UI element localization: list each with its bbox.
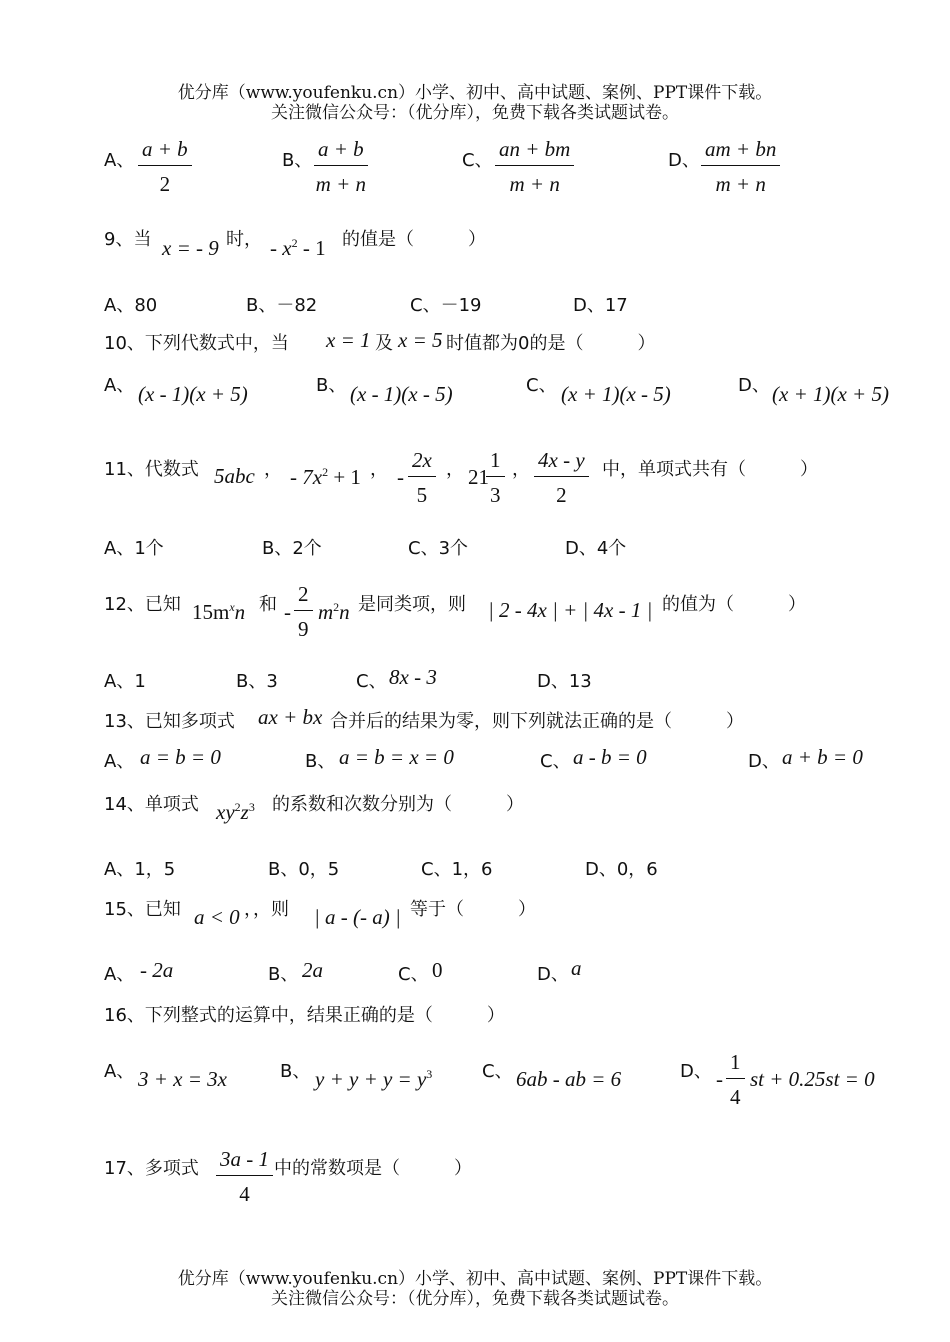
q8-b-denominator: m + n: [315, 172, 366, 196]
q9-expr-poly: - $x^2 - 1$: [270, 236, 326, 260]
q12-option-a: A、1: [104, 671, 146, 692]
q15-prefix: 15、已知: [104, 899, 181, 920]
q11-option-d: D、4个: [565, 538, 627, 559]
q9-mid: 时，: [226, 229, 262, 250]
q8-option-d-label: D、: [668, 150, 700, 171]
q8-option-b-label: B、: [282, 150, 313, 171]
q8-d-denominator: m + n: [715, 172, 766, 196]
header-line-1: 优分库（www.youfenku.cn）小学、初中、高中试题、案例、PPT课件下载。: [177, 83, 773, 103]
q8-d-numerator: am + bn: [701, 137, 780, 166]
q16-text: 16、下列整式的运算中，结果正确的是（ ）: [104, 1005, 505, 1026]
q10-option-b-label: B、: [316, 375, 347, 396]
q15-condition: a < 0: [194, 905, 240, 929]
q10-and: 及: [375, 333, 393, 354]
q15-mid: ，，则: [244, 899, 289, 920]
q9-option-a: A、80: [104, 295, 158, 316]
q11-term-5abc: 5abc: [214, 464, 255, 488]
q9-option-c: C、－19: [410, 295, 482, 316]
footer-line-1: 优分库（www.youfenku.cn）小学、初中、高中试题、案例、PPT课件下载。: [177, 1269, 773, 1289]
q15-option-a: - 2a: [140, 958, 174, 982]
q14-monomial: $xy^2z^3$: [216, 800, 255, 824]
q8-option-b-fraction: [314, 137, 368, 197]
q13-option-c-label: C、: [540, 751, 571, 772]
q13-option-d: a + b = 0: [782, 745, 863, 769]
q11-fraction-4x-y: $\frac{4x - y}{2}$: [534, 448, 589, 508]
q15-option-b: 2a: [302, 958, 323, 982]
q13-option-c: a - b = 0: [573, 745, 647, 769]
q8-option-a-label: A、: [104, 150, 135, 171]
q13-option-a-label: A、: [104, 751, 135, 772]
q11-mixed-fraction: $\frac{1}{3}$: [486, 448, 505, 508]
q13-option-b: a = b = x = 0: [339, 745, 454, 769]
q9-expr-x: x = - 9: [162, 236, 219, 260]
footer-line-2: 关注微信公众号：（优分库），免费下载各类试题试卷。: [271, 1289, 679, 1309]
q11-sep-2: ，: [370, 459, 388, 480]
q9-suffix: 的值是（ ）: [342, 229, 486, 250]
q15-option-c-label: C、: [398, 964, 429, 985]
q8-option-c-label: C、: [462, 150, 493, 171]
q10-tail: 时值都为0的是（ ）: [446, 333, 656, 354]
q13-prefix: 13、已知多项式: [104, 711, 235, 732]
q10-option-c: (x + 1)(x - 5): [561, 382, 671, 406]
q8-option-c-fraction: [495, 137, 574, 197]
q16-option-c: 6ab - ab = 6: [516, 1067, 622, 1091]
q12-minus-sign: -: [284, 600, 291, 624]
q9-prefix: 9、当: [104, 229, 152, 250]
q11-sep-1: ，: [264, 459, 282, 480]
q10-text: 10、下列代数式中，当: [104, 333, 289, 354]
q12-option-d: D、13: [537, 671, 592, 692]
q17-suffix: 中的常数项是（ ）: [274, 1158, 472, 1179]
q12-suffix: 的值为（ ）: [662, 594, 806, 615]
q13-option-a: a = b = 0: [140, 745, 221, 769]
q8-option-a-fraction: [138, 137, 192, 197]
q12-option-b: B、3: [236, 671, 278, 692]
q11-option-a: A、1个: [104, 538, 164, 559]
q11-mixed-whole: 21: [468, 465, 489, 489]
q11-option-b: B、2个: [262, 538, 322, 559]
q15-option-c: 0: [432, 958, 443, 982]
q8-option-d-fraction: [701, 137, 780, 197]
q16-option-a: 3 + x = 3x: [138, 1067, 227, 1091]
q17-prefix: 17、多项式: [104, 1158, 199, 1179]
q12-and: 和: [259, 594, 277, 615]
q14-prefix: 14、单项式: [104, 794, 199, 815]
q12-option-c-label: C、: [356, 671, 387, 692]
q14-option-b: B、0，5: [268, 859, 340, 880]
q15-suffix: 等于（ ）: [410, 899, 536, 920]
q8-c-numerator: an + bm: [495, 137, 574, 166]
q15-option-a-label: A、: [104, 964, 135, 985]
q12-prefix: 12、已知: [104, 594, 181, 615]
q10-x2: x = 5: [398, 328, 443, 352]
q12-fraction-2-9: $\frac{2}{9}$: [294, 582, 313, 642]
q15-option-d-label: D、: [537, 964, 569, 985]
q15-abs-expression: | a - (- a) |: [314, 905, 401, 929]
q16-option-d-fraction: $\frac{1}{4}$: [726, 1050, 745, 1110]
q11-prefix: 11、代数式: [104, 459, 199, 480]
q12-term-m2n: $m^2n$: [318, 600, 350, 624]
header-line-2: 关注微信公众号：（优分库），免费下载各类试题试卷。: [271, 103, 679, 123]
q13-option-d-label: D、: [748, 751, 780, 772]
q10-x1: x = 1: [326, 328, 371, 352]
q11-minus-sign: -: [397, 465, 404, 489]
q14-option-a: A、1，5: [104, 859, 176, 880]
q16-option-a-label: A、: [104, 1061, 135, 1082]
q8-a-numerator: a + b: [138, 137, 192, 166]
q15-option-d: a: [571, 956, 582, 980]
q12-option-c-expr: 8x - 3: [389, 665, 437, 689]
q8-a-denominator: 2: [159, 172, 171, 196]
q13-expr: ax + bx: [258, 705, 323, 729]
q8-c-denominator: m + n: [509, 172, 560, 196]
q16-option-c-label: C、: [482, 1061, 513, 1082]
q13-suffix: 合并后的结果为零，则下列就法正确的是（ ）: [330, 711, 744, 732]
q14-option-d: D、0，6: [585, 859, 658, 880]
q10-option-a-label: A、: [104, 375, 135, 396]
q17-fraction: $\frac{3a - 1}{4}$: [216, 1147, 273, 1207]
q11-option-c: C、3个: [408, 538, 469, 559]
q14-suffix: 的系数和次数分别为（ ）: [272, 794, 524, 815]
q12-mid: 是同类项，则: [358, 594, 466, 615]
q10-option-b: (x - 1)(x - 5): [350, 382, 453, 406]
q12-abs-expression: | 2 - 4x | + | 4x - 1 |: [488, 598, 653, 622]
q16-option-d-sign: -: [716, 1067, 723, 1091]
q10-option-a: (x - 1)(x + 5): [138, 382, 248, 406]
q10-option-d-label: D、: [738, 375, 770, 396]
q9-option-b: B、－82: [246, 295, 318, 316]
q11-suffix: 中，单项式共有（ ）: [602, 459, 818, 480]
q16-option-b: $y + y + y = y^3$: [315, 1067, 433, 1091]
q16-option-d-label: D、: [680, 1061, 712, 1082]
q11-sep-3: ，: [446, 459, 464, 480]
q11-sep-4: ，: [512, 459, 530, 480]
q12-term-15mxn: $15m^xn$: [192, 600, 246, 624]
q9-option-d: D、17: [573, 295, 628, 316]
q15-option-b-label: B、: [268, 964, 299, 985]
q11-term-poly: - $7x^2 + 1$: [290, 465, 361, 489]
q10-option-d: (x + 1)(x + 5): [772, 382, 889, 406]
q14-option-c: C、1，6: [421, 859, 493, 880]
q8-b-numerator: a + b: [314, 137, 368, 166]
q11-fraction-2x-5: $\frac{2x}{5}$: [408, 448, 436, 508]
q16-option-d-tail: st + 0.25st = 0: [750, 1067, 875, 1091]
q10-option-c-label: C、: [526, 375, 557, 396]
q13-option-b-label: B、: [305, 751, 336, 772]
q16-option-b-label: B、: [280, 1061, 311, 1082]
